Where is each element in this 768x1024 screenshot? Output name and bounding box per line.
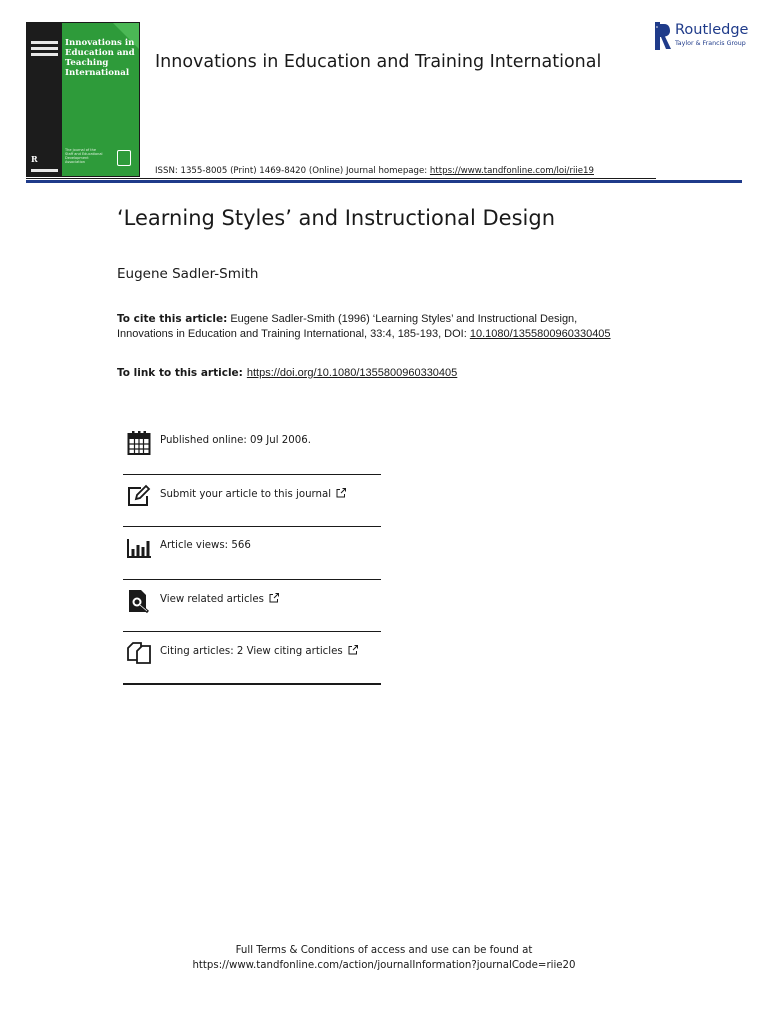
external-link-icon [336,488,346,498]
routledge-r-icon [655,22,671,50]
external-link-icon [269,593,279,603]
citation-block [117,312,617,342]
issn-text: ISSN: 1355-8005 (Print) 1469-8420 (Online) Journal homepage: [155,166,430,176]
submit-article-text: Submit your article to this journal [160,488,332,500]
terms-url[interactable]: https://www.tandfonline.com/action/journalInformation?journalCode=riie20 [192,960,576,971]
published-online-text: Published online: 09 Jul 2006. [160,435,311,446]
journal-cover [26,22,140,177]
cite-label: To cite this article: [117,313,228,325]
related-articles-text: View related articles [160,593,264,605]
terms-footer [0,943,768,973]
cover-footer-text: The journal of the Staff and Educational Development Association [65,148,103,164]
related-articles-link[interactable] [160,593,279,605]
article-link-line [117,367,457,379]
cover-front [62,23,139,176]
header-rule [26,178,656,179]
journal-title: Innovations in Education and Training International [155,52,602,72]
issn-line [155,166,594,176]
calendar-icon [127,430,151,456]
related-articles-row[interactable] [123,580,381,633]
cover-spine [27,23,62,176]
article-doi-link[interactable]: https://doi.org/10.1080/1355800960330405 [246,367,458,379]
cover-title: Innovations in Education and Teaching International [65,38,135,78]
article-author: Eugene Sadler-Smith [117,266,259,282]
edit-icon [127,483,151,509]
citing-articles-link[interactable] [160,645,358,657]
article-views-row [123,527,381,580]
bar-chart-icon [127,535,151,561]
journal-homepage-link[interactable]: https://www.tandfonline.com/loi/riie19 [429,166,594,176]
article-views-text: Article views: 566 [160,540,251,552]
terms-line: Full Terms & Conditions of access and use can be found at [235,945,533,956]
cover-publisher-mark: R [31,154,38,164]
published-online-row [123,422,381,475]
header-accent-rule [26,180,742,183]
publisher-tagline: Taylor & Francis Group [675,40,746,47]
external-link-icon [348,645,358,655]
article-title: ‘Learning Styles’ and Instructional Design [117,206,556,230]
citing-articles-row[interactable] [123,632,381,685]
citing-documents-icon [127,640,151,666]
routledge-logo [655,22,750,52]
article-info-panel [123,422,381,685]
search-document-icon [127,588,151,614]
citing-articles-text: Citing articles: 2 View citing articles [160,646,343,658]
cite-text: Eugene Sadler-Smith (1996) ‘Learning Styles’ and Instructional Design, Innovations in Education and Training International, 33:4, 185-193, DOI: [117,313,578,340]
submit-article-link[interactable] [160,488,346,500]
cover-emblem-icon [117,150,131,166]
svg-text:R: R [656,25,659,29]
link-label: To link to this article: [117,367,243,379]
submit-article-row[interactable] [123,475,381,528]
publisher-name: Routledge [675,22,749,38]
cite-doi-link[interactable]: 10.1080/1355800960330405 [469,328,611,340]
